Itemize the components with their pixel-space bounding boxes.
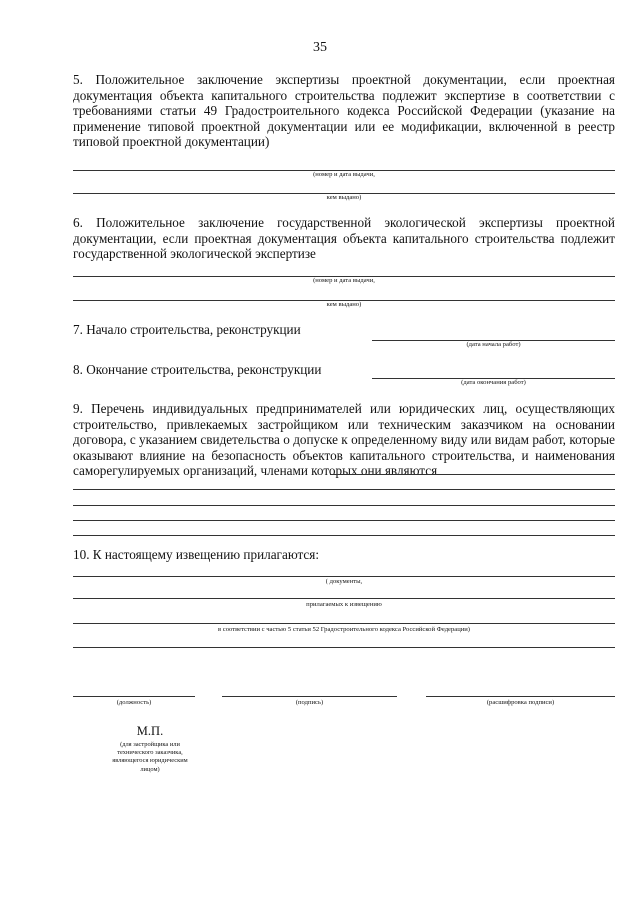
section-10-line-3[interactable] (73, 623, 615, 624)
stamp-note: (для застройщика или технического заказчика, являющегося юридическим лицом) (112, 741, 188, 773)
section-9-text: 9. Перечень индивидуальных предпринимателей или юридических лиц, осуществляющих строительство, привлекаемых застройщиком или техническим заказчиком на основании договора, с указанием свидетельства о допуске к определенному виду или видам работ, которые оказывают влияние на безопасность объектов капитального строительства, и наименования саморегулируемых организаций, членами которых они являются (73, 401, 615, 479)
section-6-caption-2: кем выдано) (326, 301, 362, 308)
position-line[interactable] (73, 696, 195, 697)
section-10-line-2[interactable] (73, 598, 615, 599)
section-9-line-1[interactable] (73, 489, 615, 490)
section-10-line-4[interactable] (73, 647, 615, 648)
section-7-text: 7. Начало строительства, реконструкции (73, 322, 301, 337)
section-5-caption-2: кем выдано) (326, 194, 362, 201)
section-10-text: 10. К настоящему извещению прилагаются: (73, 547, 320, 562)
section-5-text: 5. Положительное заключение экспертизы проектной документации, если проектная документация объекта капитального строительства подлежит экспертизе в соответствии с требованиями статьи 49 Градостроительного кодекса Российской Федерации (указание на применение типовой проектной документации или ее модификации, включенной в реестр типовой проектной документации) (73, 72, 615, 150)
decoding-line[interactable] (426, 696, 615, 697)
section-6-caption-1: (номер и дата выдачи, (313, 277, 375, 284)
signature-line[interactable] (222, 696, 397, 697)
section-5-caption-1: (номер и дата выдачи, (313, 171, 375, 178)
section-7-caption: (дата начала работ) (466, 341, 521, 348)
section-8-caption: (дата окончания работ) (461, 379, 526, 386)
section-9-inline-line[interactable] (330, 474, 615, 475)
section-10-caption-1: ( документы, (325, 578, 363, 585)
signature-caption: (подпись) (295, 699, 324, 706)
section-10-caption-3: в соответствии с частью 5 статьи 52 Градостроительного кодекса Российской Федерации) (218, 626, 470, 633)
position-caption: (должность) (116, 699, 152, 706)
section-9-line-2[interactable] (73, 505, 615, 506)
section-10-line-1[interactable] (73, 576, 615, 577)
section-8-text: 8. Окончание строительства, реконструкции (73, 362, 322, 377)
section-10-caption-2: прилагаемых к извещению (306, 601, 382, 608)
stamp-title: М.П. (136, 724, 164, 738)
section-9-line-4[interactable] (73, 535, 615, 536)
page-number: 35 (313, 40, 327, 55)
section-9-line-3[interactable] (73, 520, 615, 521)
section-6-text: 6. Положительное заключение государственной экологической экспертизы проектной документации, если проектная документация объекта капитального строительства подлежит государственной экологической экспертизе (73, 215, 615, 262)
decoding-caption: (расшифровка подписи) (486, 699, 555, 706)
